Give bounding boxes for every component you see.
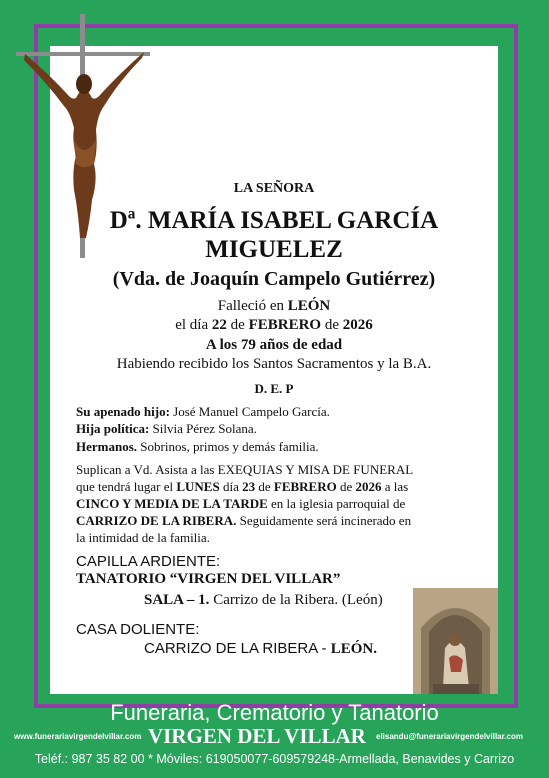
funeral-weekday: LUNES — [176, 479, 220, 494]
deceased-name-line2: MIGUELEZ — [205, 236, 343, 263]
funeral-line2 — [76, 479, 408, 495]
funeral-line2-c: de — [255, 479, 274, 494]
date-de-1: de — [226, 317, 249, 333]
sala-rest: Carrizo de la Ribera. (León) — [209, 592, 383, 608]
funeral-day: 23 — [242, 479, 256, 494]
widow-of: (Vda. de Joaquín Campelo Gutiérrez) — [112, 268, 436, 290]
funeral-year: 2026 — [355, 479, 382, 494]
sacraments-line: Habiendo recibido los Santos Sacramentos y la B.A. — [116, 356, 432, 372]
age-line: A los 79 años de edad — [205, 337, 343, 353]
family-hermanos — [76, 439, 319, 455]
dep-line: D. E. P — [254, 381, 294, 396]
capilla-label: CAPILLA ARDIENTE: — [76, 553, 221, 570]
deceased-name-line1: Dª. MARÍA ISABEL GARCÍA — [109, 207, 439, 234]
death-month: FEBRERO — [248, 317, 322, 333]
title-la-senora: LA SEÑORA — [233, 181, 315, 196]
sala-line — [144, 592, 383, 609]
funeral-month: FEBRERO — [273, 479, 337, 494]
funeral-line2-d: de — [336, 479, 356, 494]
funeral-line2-e: a las — [381, 479, 409, 494]
funeral-line4-rest: Seguidamente será incinerado en — [236, 513, 412, 528]
funeral-line2-a: que tendrá lugar el — [76, 479, 177, 494]
hermanos-label: Hermanos. — [76, 439, 138, 454]
funeral-line3-rest: en la iglesia parroquial de — [267, 496, 406, 511]
death-date-line — [50, 317, 498, 334]
hija-label: Hija política: — [76, 421, 150, 436]
casa-label: CASA DOLIENTE: — [76, 621, 200, 638]
footer-phones: Teléf.: 987 35 82 00 * Móviles: 619050077-609579248-Armellada, Benavides y Carrizo — [34, 752, 515, 766]
death-place: LEÓN — [287, 298, 331, 314]
funeral-line3 — [76, 496, 405, 512]
footer-brand-row — [0, 724, 549, 748]
death-day: 22 — [211, 317, 227, 333]
frame-top-line — [34, 24, 518, 28]
footer-brand: VIRGEN DEL VILLAR — [148, 724, 366, 748]
family-hija — [76, 421, 257, 437]
funeral-line1: Suplican a Vd. Asista a las EXEQUIAS Y MISA DE FUNERAL — [76, 462, 414, 477]
hermanos-value: Sobrinos, primos y demás familia. — [137, 439, 319, 454]
funeral-line5: la intimidad de la familia. — [76, 530, 210, 545]
casa-place: CARRIZO DE LA RIBERA - — [144, 640, 331, 657]
date-prefix: el día — [175, 317, 212, 333]
funeral-line4 — [76, 513, 411, 529]
footer-website[interactable]: www.funerariavirgendelvillar.com — [14, 732, 142, 741]
sala-label: SALA – 1. — [144, 592, 210, 608]
tanatorio-name: TANATORIO “VIRGEN DEL VILLAR” — [76, 571, 341, 587]
fallecio-prefix: Falleció en — [217, 298, 288, 314]
family-hijo — [76, 404, 330, 420]
funeral-time: CINCO Y MEDIA DE LA TARDE — [76, 496, 268, 511]
death-year: 2026 — [342, 317, 373, 333]
casa-city: LEÓN. — [330, 641, 377, 657]
funeral-line2-b: día — [219, 479, 243, 494]
footer-title: Funeraria, Crematorio y Tanatorio — [110, 700, 439, 725]
casa-line — [144, 640, 377, 658]
frame-right-line — [514, 24, 518, 708]
hijo-value: José Manuel Campelo García. — [169, 404, 330, 419]
death-place-line — [50, 298, 498, 315]
footer-email[interactable]: elisandu@funerariavirgendelvillar.com — [376, 732, 523, 741]
hijo-label: Su apenado hijo: — [76, 404, 170, 419]
virgin-statue-image — [413, 588, 498, 694]
funeral-location: CARRIZO DE LA RIBERA. — [76, 513, 237, 528]
date-de-2: de — [321, 317, 343, 333]
hija-value: Silvia Pérez Solana. — [149, 421, 257, 436]
